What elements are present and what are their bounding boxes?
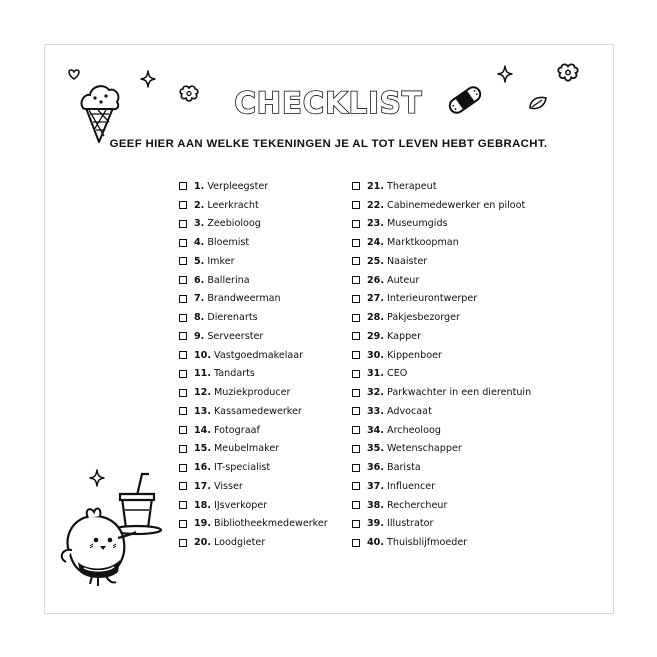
item-label: Kassamedewerker <box>214 405 302 417</box>
checklist-item <box>179 383 328 402</box>
checkbox[interactable] <box>352 389 360 397</box>
item-label: Advocaat <box>387 405 432 417</box>
checklist-item <box>352 383 531 402</box>
item-number: 35. <box>367 443 384 455</box>
item-label: Bibliotheekmedewerker <box>214 518 328 530</box>
item-number: 33. <box>367 405 384 417</box>
checklist-item <box>179 233 328 252</box>
chick-waiter-icon <box>52 466 170 588</box>
checkbox[interactable] <box>179 482 187 490</box>
page-subtitle: GEEF HIER AAN WELKE TEKENINGEN JE AL TOT LEVEN HEBT GEBRACHT. <box>109 138 548 150</box>
checklist-item <box>352 458 531 477</box>
item-number: 18. <box>194 499 211 511</box>
item-label: Kapper <box>387 330 422 342</box>
checkbox[interactable] <box>352 276 360 284</box>
checklist-item <box>352 252 531 271</box>
checkbox[interactable] <box>179 407 187 415</box>
item-number: 11. <box>194 368 211 380</box>
item-number: 2. <box>194 199 205 211</box>
item-label: Auteur <box>387 274 420 286</box>
checkbox[interactable] <box>179 501 187 509</box>
checklist-item <box>179 477 328 496</box>
checkbox[interactable] <box>352 370 360 378</box>
page-title: CHECKLIST <box>234 86 423 120</box>
checkbox[interactable] <box>179 520 187 528</box>
checkbox[interactable] <box>179 276 187 284</box>
item-number: 3. <box>194 218 205 230</box>
item-number: 10. <box>194 349 211 361</box>
item-number: 4. <box>194 237 205 249</box>
item-label: Imker <box>207 255 235 267</box>
item-number: 16. <box>194 462 211 474</box>
checklist-item <box>352 440 531 459</box>
checklist-item <box>179 496 328 515</box>
item-label: Archeoloog <box>387 424 441 436</box>
checklist-item <box>352 308 531 327</box>
item-number: 12. <box>194 387 211 399</box>
checkbox[interactable] <box>352 314 360 322</box>
checkbox[interactable] <box>179 351 187 359</box>
checklist-item <box>352 177 531 196</box>
item-number: 8. <box>194 312 205 324</box>
checklist-item <box>179 271 328 290</box>
item-number: 25. <box>367 255 384 267</box>
item-label: Therapeut <box>387 180 437 192</box>
item-label: Muziekproducer <box>214 387 291 399</box>
checkbox[interactable] <box>179 445 187 453</box>
item-label: Cabinemedewerker en piloot <box>387 199 526 211</box>
checklist-item <box>352 346 531 365</box>
checkbox[interactable] <box>179 539 187 547</box>
item-label: Barista <box>387 462 421 474</box>
item-number: 37. <box>367 480 384 492</box>
checklist-item <box>179 515 328 534</box>
item-label: Dierenarts <box>207 312 258 324</box>
checkbox[interactable] <box>179 201 187 209</box>
checklist-item <box>179 365 328 384</box>
item-label: Kippenboer <box>387 349 442 361</box>
item-label: Illustrator <box>387 518 434 530</box>
item-label: Ballerina <box>207 274 250 286</box>
item-number: 1. <box>194 180 205 192</box>
flower-icon <box>557 63 579 83</box>
checklist-column-left <box>179 177 328 552</box>
item-number: 39. <box>367 518 384 530</box>
checklist-item <box>352 421 531 440</box>
checkbox[interactable] <box>352 182 360 190</box>
item-label: Wetenschapper <box>387 443 462 455</box>
item-number: 20. <box>194 537 211 549</box>
item-number: 29. <box>367 330 384 342</box>
item-number: 36. <box>367 462 384 474</box>
item-number: 27. <box>367 293 384 305</box>
checklist-item <box>179 533 328 552</box>
item-label: Leerkracht <box>207 199 259 211</box>
item-number: 7. <box>194 293 205 305</box>
item-label: Tandarts <box>214 368 255 380</box>
item-number: 40. <box>367 537 384 549</box>
item-label: Bloemist <box>207 237 250 249</box>
checkbox[interactable] <box>179 464 187 472</box>
checkbox[interactable] <box>179 257 187 265</box>
item-number: 28. <box>367 312 384 324</box>
item-label: Loodgieter <box>214 537 266 549</box>
checklist-item <box>352 327 531 346</box>
item-label: Zeebioloog <box>207 218 261 230</box>
checklist-item <box>179 402 328 421</box>
item-number: 32. <box>367 387 384 399</box>
item-number: 13. <box>194 405 211 417</box>
checkbox[interactable] <box>352 201 360 209</box>
checklist-item <box>352 290 531 309</box>
item-label: IT-specialist <box>214 462 271 474</box>
item-label: Interieurontwerper <box>387 293 478 305</box>
checklist-item <box>179 177 328 196</box>
checklist-item <box>352 215 531 234</box>
checklist-item <box>179 196 328 215</box>
checkbox[interactable] <box>352 220 360 228</box>
checkbox[interactable] <box>352 445 360 453</box>
item-number: 5. <box>194 255 205 267</box>
item-label: Vastgoedmakelaar <box>214 349 304 361</box>
checkbox[interactable] <box>352 501 360 509</box>
checkbox[interactable] <box>179 314 187 322</box>
item-number: 30. <box>367 349 384 361</box>
checklist-item <box>179 290 328 309</box>
checkbox[interactable] <box>352 407 360 415</box>
checklist-item <box>352 496 531 515</box>
checkbox[interactable] <box>179 426 187 434</box>
checklist-item <box>179 458 328 477</box>
item-number: 15. <box>194 443 211 455</box>
item-label: Brandweerman <box>207 293 281 305</box>
checkbox[interactable] <box>352 351 360 359</box>
checklist-item <box>179 346 328 365</box>
item-number: 6. <box>194 274 205 286</box>
item-number: 23. <box>367 218 384 230</box>
item-number: 26. <box>367 274 384 286</box>
item-label: Fotograaf <box>214 424 260 436</box>
checklist-item <box>179 215 328 234</box>
item-number: 17. <box>194 480 211 492</box>
item-label: Visser <box>214 480 243 492</box>
checkbox[interactable] <box>352 464 360 472</box>
checklist-item <box>352 533 531 552</box>
checkbox[interactable] <box>179 389 187 397</box>
checklist-item <box>352 233 531 252</box>
item-label: Meubelmaker <box>214 443 280 455</box>
checkbox[interactable] <box>179 182 187 190</box>
checkbox[interactable] <box>352 295 360 303</box>
checklist-item <box>179 440 328 459</box>
checklist-column-right <box>352 177 531 552</box>
item-label: Thuisblijfmoeder <box>387 537 468 549</box>
sparkle-icon <box>497 65 513 83</box>
item-label: Naaister <box>387 255 428 267</box>
item-label: Museumgids <box>387 218 448 230</box>
item-number: 22. <box>367 199 384 211</box>
checkbox[interactable] <box>179 220 187 228</box>
checkbox[interactable] <box>179 239 187 247</box>
item-label: CEO <box>387 368 408 380</box>
checkbox[interactable] <box>352 332 360 340</box>
item-label: Pakjesbezorger <box>387 312 460 324</box>
item-label: Influencer <box>387 480 436 492</box>
item-label: Verpleegster <box>207 180 269 192</box>
item-number: 14. <box>194 424 211 436</box>
item-label: Rechercheur <box>387 499 448 511</box>
checkbox[interactable] <box>352 426 360 434</box>
checkbox[interactable] <box>179 370 187 378</box>
checkbox[interactable] <box>352 520 360 528</box>
item-number: 38. <box>367 499 384 511</box>
item-label: Parkwachter in een dierentuin <box>387 387 532 399</box>
checklist-item <box>352 196 531 215</box>
checkbox[interactable] <box>352 482 360 490</box>
checkbox[interactable] <box>179 332 187 340</box>
item-number: 9. <box>194 330 205 342</box>
item-label: Marktkoopman <box>387 237 459 249</box>
item-number: 19. <box>194 518 211 530</box>
checklist-item <box>179 252 328 271</box>
item-number: 21. <box>367 180 384 192</box>
item-number: 34. <box>367 424 384 436</box>
item-label: IJsverkoper <box>214 499 268 511</box>
checkbox[interactable] <box>352 257 360 265</box>
item-number: 31. <box>367 368 384 380</box>
checkbox[interactable] <box>179 295 187 303</box>
checklist-item <box>352 515 531 534</box>
checklist-item <box>179 421 328 440</box>
checklist-item <box>352 271 531 290</box>
checklist-item <box>352 402 531 421</box>
checklist-item <box>179 308 328 327</box>
checklist-item <box>352 365 531 384</box>
checklist-item <box>179 327 328 346</box>
checklist-item <box>352 477 531 496</box>
checkbox[interactable] <box>352 239 360 247</box>
item-number: 24. <box>367 237 384 249</box>
item-label: Serveerster <box>207 330 264 342</box>
heart-icon <box>67 68 81 80</box>
checkbox[interactable] <box>352 539 360 547</box>
